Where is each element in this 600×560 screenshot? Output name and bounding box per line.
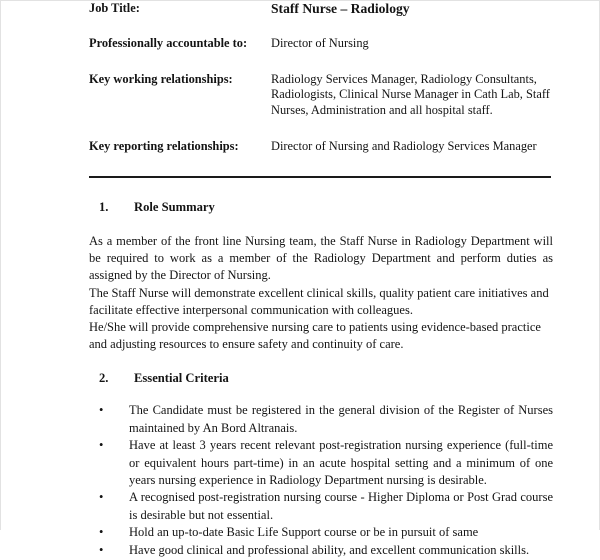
header-label-job-title: Job Title: [89,1,140,15]
document-body [89,1,553,560]
list-item-text: Hold an up-to-date Basic Life Support course or be in pursuit of same [129,525,479,540]
bullet-icon: • [99,438,104,453]
header-value-accountable-to: Director of Nursing [271,36,369,50]
bullet-icon: • [99,490,104,505]
header-spacer-1 [89,16,553,36]
list-item [99,524,553,541]
list-item-text: A recognised post-registration nursing course - Higher Diploma or Post Grad course is desirable but not essential. [129,490,553,522]
header-value-job-title: Staff Nurse – Radiology [271,1,410,16]
section-number-1: 1. [99,199,109,214]
list-item-text: The Candidate must be registered in the general division of the Register of Nurses maintained by An Bord Altranais. [129,403,553,435]
header-row-working-relationships [89,72,553,119]
section-role-summary [89,200,553,353]
section-number-2: 2. [99,371,109,386]
header-value-working-relationships: Radiology Services Manager, Radiology Consultants, Radiologists, Clinical Nurse Manager in Cath Lab, Staff Nurses, Administration and all hospital staff. [271,71,550,117]
header-row-reporting-relationships [89,139,553,155]
bullet-icon: • [99,543,104,558]
role-summary-paragraph-3: He/She will provide comprehensive nursing care to patients using evidence-based practice and adjusting resources to ensure safety and continuity of care. [89,319,541,352]
role-summary-paragraphs [89,233,553,353]
list-item [99,402,553,436]
bullet-icon: • [99,525,104,540]
header-spacer-2 [89,52,553,72]
section-title-1: Role Summary [134,199,215,214]
header-row-job-title [89,1,553,16]
header-spacer-3 [89,118,553,139]
header-label-accountable-to: Professionally accountable to: [89,36,248,50]
role-summary-paragraph-2: The Staff Nurse will demonstrate excellent clinical skills, quality patient care initiatives and facilitate effective interpersonal communication with colleagues. [89,285,549,317]
section-heading-role-summary [99,200,553,215]
header-row-accountable-to [89,36,553,52]
section-essential-criteria [89,371,553,559]
job-header-table [89,1,553,155]
section-heading-essential-criteria [99,371,553,386]
section-title-2: Essential Criteria [134,371,229,386]
header-label-working-relationships: Key working relationships: [89,71,233,86]
essential-criteria-list [89,402,553,559]
list-item-text: Have at least 3 years recent relevant post-registration nursing experience (full-time or equivalent hours part-time) in an acute hospital setting and a minimum of one years nursing experience in Radiology Department nursing is desirable. [129,438,553,487]
header-value-reporting-relationships: Director of Nursing and Radiology Services Manager [271,139,537,154]
section-divider [89,176,551,178]
list-item [99,489,553,523]
list-item-text: Have good clinical and professional ability, and excellent communication skills. [129,543,530,558]
bullet-icon: • [99,403,104,418]
list-item [99,542,553,559]
role-summary-paragraph-1: As a member of the front line Nursing team, the Staff Nurse in Radiology Department will be required to work as a member of the Radiology Department and perform duties as assigned by the Director of Nursing. [89,233,553,283]
list-item [99,437,553,489]
header-label-reporting-relationships: Key reporting relationships: [89,139,239,154]
